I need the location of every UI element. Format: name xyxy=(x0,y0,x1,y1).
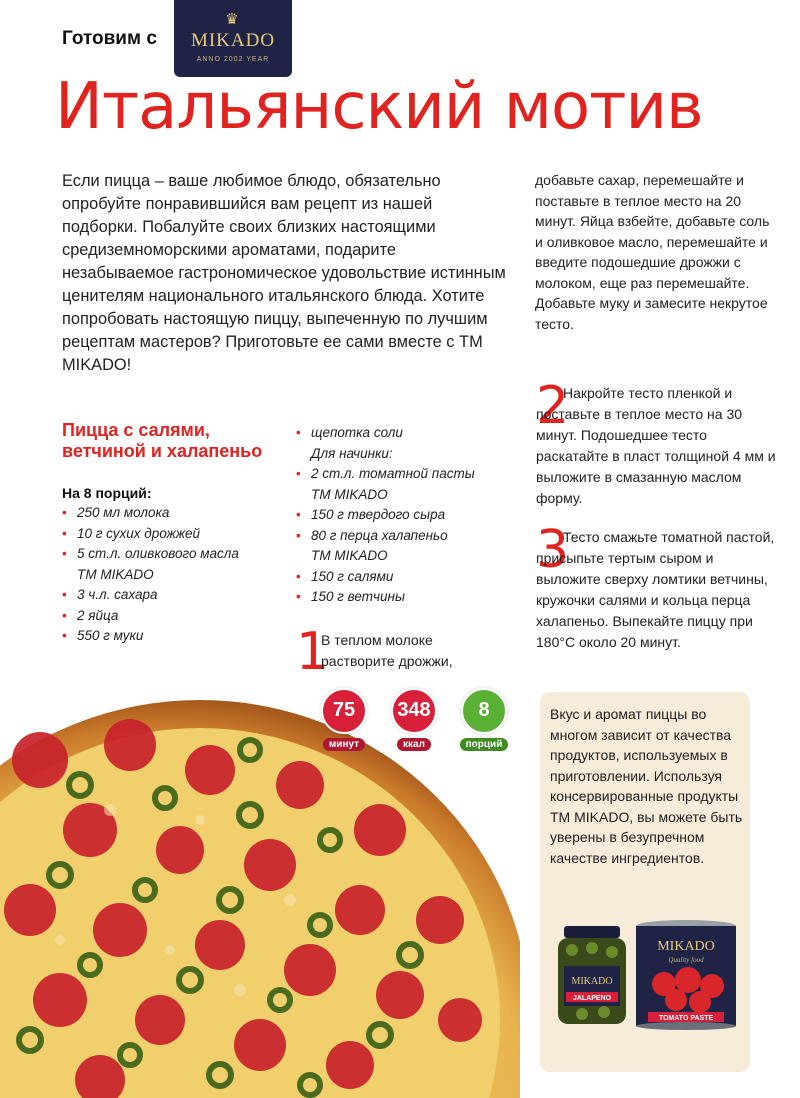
step-3-number: 3 xyxy=(536,520,570,580)
crown-icon: ♛ xyxy=(225,11,241,28)
jalapeno-jar-image xyxy=(556,926,628,1026)
ingredients-list-1 xyxy=(62,503,282,647)
ingredient-item: • 250 мл молока xyxy=(62,503,282,524)
servings-value: 8 xyxy=(461,688,507,734)
ingredient-item: • 150 г салями xyxy=(296,567,506,588)
ingredient-item: • 550 г муки xyxy=(62,626,282,647)
step-1-text: В теплом молоке растворите дрожжи, xyxy=(321,632,453,669)
mikado-logo xyxy=(174,0,292,77)
ingredient-item: • щепотка соли xyxy=(296,423,506,444)
time-badge xyxy=(316,688,372,752)
can-brand: MIKADO xyxy=(657,939,715,954)
pizza-image xyxy=(0,690,520,1098)
logo-brand: MIKADO xyxy=(190,30,276,51)
recipe-title: Пицца с салями, ветчиной и халапеньо xyxy=(62,420,263,461)
step-1-number: 1 xyxy=(296,622,330,682)
logo-tagline: ANNO 2002 YEAR xyxy=(196,56,270,63)
can-label: TOMATO PASTE xyxy=(658,1015,714,1022)
time-label: минут xyxy=(323,738,365,751)
calories-label: ккал xyxy=(397,738,431,751)
ingredient-item: ТМ MIKADO xyxy=(311,486,388,502)
tomato-paste-can-image xyxy=(634,920,738,1030)
jar-label: JALAPENO xyxy=(572,995,612,1002)
servings-label: На 8 порций: xyxy=(62,485,152,501)
step-3-text: Тесто смажьте томатной пастой, присыпьте тертым сыром и выложите сверху ломтики ветчины, кружочки салями и кольца перца халапеньо. Выпекайте пиццу при 180°С около 20 минут. xyxy=(536,529,775,650)
jar-brand: MIKADO xyxy=(571,976,613,987)
can-subtitle: Quality food xyxy=(668,956,704,964)
step-2-text: Накройте тесто пленкой и поставьте в теплое место на 30 минут. Подошедшее тесто раскатайте в пласт толщиной 4 мм и выложите в смазанную маслом форму. xyxy=(536,385,776,506)
page-title: Итальянский мотив xyxy=(55,70,703,144)
ingredient-item: • 10 г сухих дрожжей xyxy=(62,524,282,545)
header-label: Готовим с xyxy=(62,28,157,49)
intro-paragraph: Если пицца – ваше любимое блюдо, обязательно опробуйте понравившийся вам рецепт из нашей подборки. Побалуйте своих близких настоящими средиземноморскими ароматами, подарите незабываемое гастрономическое удовольствие истинным ценителям национального итальянского блюда. Хотите попробовать настоящую пиццу, выпеченную по лучшим рецептам мастеров? Приготовьте ее сами вместе с ТМ MIKADO! xyxy=(62,172,506,374)
ingredient-item: • 150 г ветчины xyxy=(296,587,506,608)
info-text: Вкус и аромат пиццы во многом зависит от качества продуктов, используемых в приготовлении. Используя консервированные продукты ТМ MIKADO, вы можете быть уверены в безупречном качестве ингредиентов. xyxy=(550,706,743,866)
step-2-number: 2 xyxy=(536,376,570,436)
ingredient-item: • 2 ст.л. томатной пасты xyxy=(296,464,506,485)
ingredient-item: Для начинки: xyxy=(311,445,393,461)
ingredient-item: ТМ MIKADO xyxy=(77,566,154,582)
ingredient-item: • 3 ч.л. сахара xyxy=(62,585,282,606)
ingredient-item: • 2 яйца xyxy=(62,606,282,627)
ingredient-item: • 5 ст.л. оливкового масла xyxy=(62,544,282,565)
servings-badge-label: порций xyxy=(460,738,509,751)
calories-value: 348 xyxy=(391,688,437,734)
ingredient-item: • 150 г твердого сыра xyxy=(296,505,506,526)
step-1-continued: добавьте сахар, перемешайте и поставьте в теплое место на 20 минут. Яйца взбейте, добавьте соль и оливковое масло, перемешайте и введите подошедшие дрожжи с молоком, еще раз перемешайте. Добавьте муку и замесите некрутое тесто. xyxy=(535,172,770,332)
calories-badge xyxy=(386,688,442,752)
ingredients-list-2 xyxy=(296,423,506,608)
ingredient-item: • 80 г перца халапеньо xyxy=(296,526,506,547)
time-value: 75 xyxy=(321,688,367,734)
servings-badge xyxy=(456,688,512,752)
ingredient-item: ТМ MIKADO xyxy=(311,548,388,563)
